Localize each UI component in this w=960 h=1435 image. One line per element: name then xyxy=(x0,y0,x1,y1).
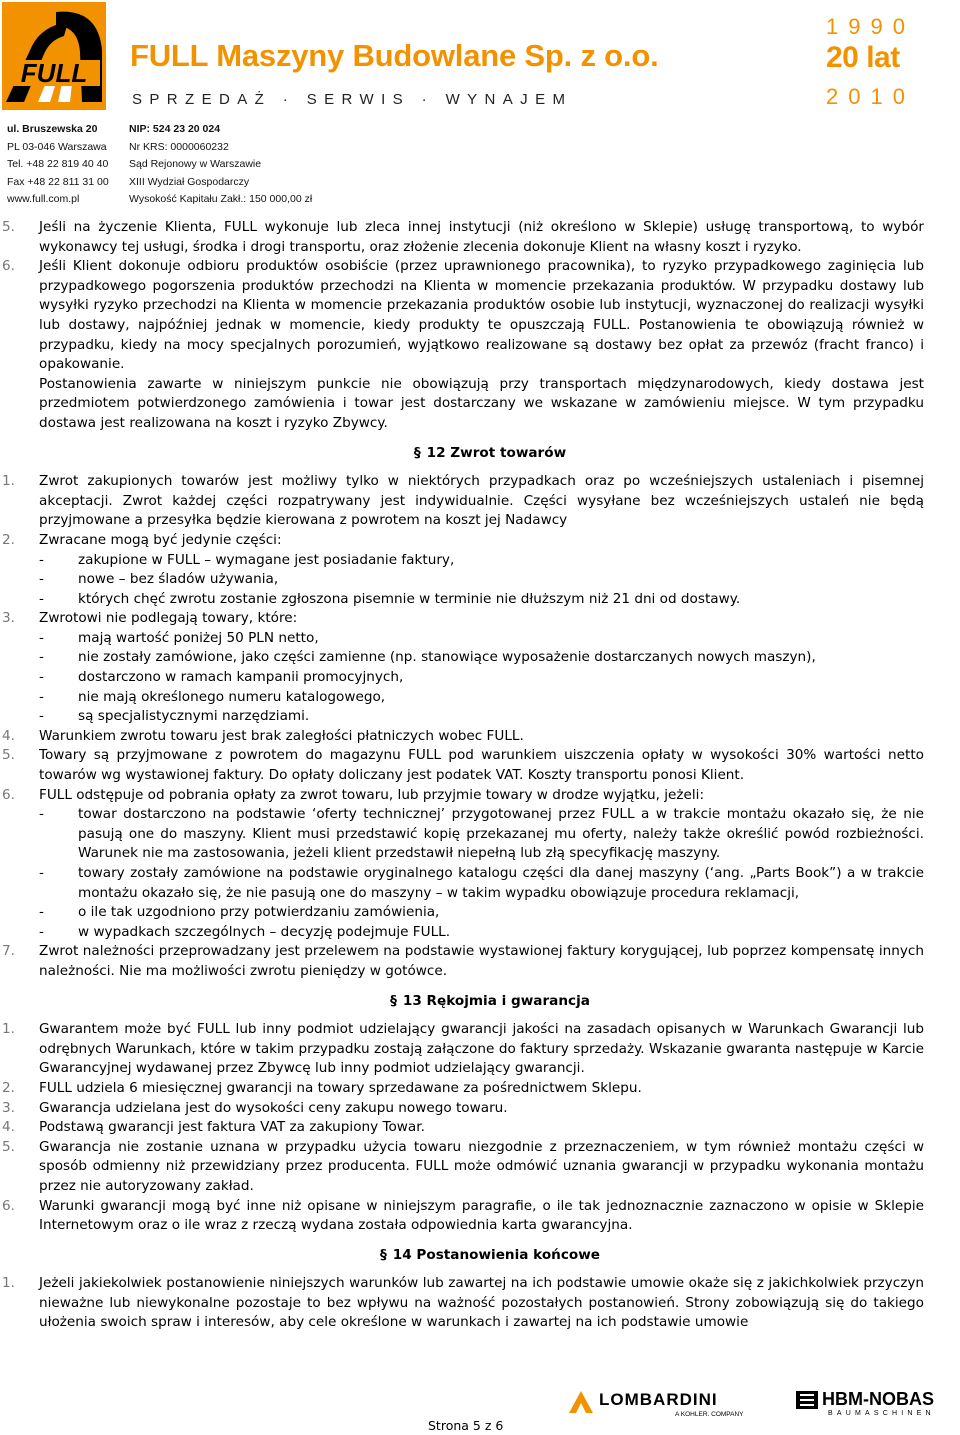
bullet-item: - towar dostarczono na podstawie ‘oferty technicznej’ przygotowanej przez FULL a w trakcie montażu okazało się, że nie pasują one do maszyny. Klient musi przedstawić kopię przekazanej mu oferty, należy także określić powód rozbieżności. Warunek nie ma zastosowania, jeżeli klient przedstawił niepełną lub złą specyfikację maszyny. xyxy=(39,806,924,862)
item-text: FULL odstępuje od pobrania opłaty za zwrot towaru, lub przyjmie towary w drodze wyjątku, jeżeli: xyxy=(39,786,705,803)
bullet-item: - zakupione w FULL – wymagane jest posiadanie faktury, xyxy=(39,551,455,568)
website-link[interactable]: www.full.com.pl xyxy=(7,193,80,206)
item-text: Warunkiem zwrotu towaru jest brak zaległości płatniczych wobec FULL. xyxy=(39,727,524,744)
document-body xyxy=(0,218,960,1333)
section-heading-13 xyxy=(0,992,960,1012)
item-number: 6. xyxy=(2,786,15,803)
bullet-item: - są specjalistycznymi narzędziami. xyxy=(39,708,310,725)
list-item: 1. Gwarantem może być FULL lub inny podmiot udzielający gwarancji jakości na zasadach opisanych w Warunkach Gwarancji lub odrębnych Warunkach, które w takim przypadku zostają załączone do faktury sprzedaży. Wskazanie gwaranta następuje w Karcie Gwarancyjnej wydawanej przez Zbywcę lub inny podmiot udzielający gwarancji. xyxy=(2,1021,924,1077)
list-item xyxy=(0,786,960,806)
anniversary-label: 20 lat xyxy=(826,41,900,74)
list-item xyxy=(0,609,960,629)
list-item xyxy=(0,942,960,981)
section-title: 13 Rękojmia i gwarancja xyxy=(402,992,590,1009)
item-number: 1. xyxy=(2,473,15,490)
list-item xyxy=(0,746,960,785)
bullet-item: - towary zostały zamówione na podstawie oryginalnego katalogu części dla danej maszyny (‘ang. „Parts Book”) a w trakcie montażu okazało się, że nie pasują one do maszyny – w takim wypadku obowiązuje procedura reklamacji, xyxy=(39,865,924,901)
item-number: 3. xyxy=(2,610,15,627)
section-symbol: § xyxy=(390,992,397,1009)
item-text: Zwrot należności przeprowadzany jest przelewem na podstawie wystawionej faktury korygującej, lub poprzez kompensatę innych należności. Nie ma możliwości zwrotu pieniędzy w gotówce. xyxy=(39,943,924,979)
list-item xyxy=(0,472,960,531)
list-item: 6. Warunki gwarancji mogą być inne niż opisane w niniejszym paragrafie, o ile tak jednoznacznie zaznaczono w opisie w Sklepie Internetowym oraz o ile wraz z rzeczą wydana została odpowiednia karta gwarancyjna. xyxy=(2,1197,924,1234)
paragraph-continuation: Postanowienia zawarte w niniejszym punkcie nie obowiązują przy transportach międzynarodowych, kiedy dostawa jest przedmiotem potwierdzonego zamówienia i towar jest dostarczany we wskazane w zamówieniu miejsce. W tym przypadku dostawa jest realizowana na koszt i ryzyko Zbywcy. xyxy=(39,375,924,431)
bullet-item: - nie zostały zamówione, jako części zamienne (np. stanowiące wyposażenie dostarczanych nowych maszyn), xyxy=(39,649,816,666)
item-text: Zwracane mogą być jedynie części: xyxy=(39,531,282,548)
section-title: 14 Postanowienia końcowe xyxy=(392,1246,601,1263)
registry-block xyxy=(129,121,312,209)
krs-number: Nr KRS: 0000060232 xyxy=(129,140,229,153)
section-symbol: § xyxy=(379,1246,387,1263)
svg-text:LOMBARDINI: LOMBARDINI xyxy=(599,1390,718,1409)
item-number: 6. xyxy=(2,258,15,275)
item-text: Zwrot zakupionych towarów jest możliwy tylko w niektórych przypadkach oraz po wcześniejszych ustaleniach i pisemnej akceptacji. Zwrot każdej części rozpatrywany jest indywidualnie. Części wysyłane bez wcześniejszych ustaleń nie będą przyjmowane a przesyłka będzie kierowana z powrotem na koszt jej Nadawcy xyxy=(39,473,924,529)
bullet-item: - mają wartość poniżej 50 PLN netto, xyxy=(39,629,319,646)
bullet-item: - o ile tak uzgodniono przy potwierdzaniu zamówienia, xyxy=(39,904,440,921)
list-item: 2. FULL udziela 6 miesięcznej gwarancji na towary sprzedawane za pośrednictwem Sklepu. xyxy=(2,1079,642,1096)
section-heading-12 xyxy=(0,444,960,464)
item-number: 7. xyxy=(2,943,15,960)
address-street: ul. Bruszewska 20 xyxy=(7,123,98,135)
phone-number: Tel. +48 22 819 40 40 xyxy=(7,158,109,171)
share-capital: Wysokość Kapitału Zakł.: 150 000,00 zł xyxy=(129,193,313,206)
company-name: FULL Maszyny Budowlane Sp. z o.o. xyxy=(130,38,659,73)
lombardini-logo xyxy=(567,1387,752,1419)
list-item xyxy=(0,531,960,551)
item-number: 2. xyxy=(2,531,15,548)
nip-number: NIP: 524 23 20 024 xyxy=(129,123,221,135)
item-text: Jeśli Klient dokonuje odbioru produktów osobiście (przez uprawnionego pracownika), to ryzyko przypadkowego zaginięcia lub przypadkowego pogorszenia produktów przechodzi na Klienta w momencie przekazania produktów. W przypadku dostawy lub wysyłki ryzyko przechodzi na Klienta w momencie przekazania produktów osobie lub instytucji, wyznaczonej do realizacji wysyłki lub dostawy, najpóźniej jednak w momencie, kiedy produkty te opuszczają FULL. Postanowienia te obowiązują również w przypadku, kiedy na mocy specjalnych porozumień, wyjątkowo realizowane są dostawy bez opłat za przewóz (fracht franco) i opakowanie. xyxy=(39,258,924,373)
item-number: 5. xyxy=(2,219,15,235)
section-title: 12 Zwrot towarów xyxy=(426,444,567,461)
page-number: Strona 5 z 6 xyxy=(428,1418,504,1433)
list-item xyxy=(0,257,960,375)
bullet-item: - nowe – bez śladów używania, xyxy=(39,571,279,588)
anniversary-year-end: 2010 xyxy=(826,84,915,109)
item-text: Towary są przyjmowane z powrotem do magazynu FULL pod warunkiem uiszczenia opłaty w wysokości 30% wartości netto towarów wg wystawionej faktury. Do opłaty doliczany jest podatek VAT. Koszty transportu ponosi Klient. xyxy=(39,747,924,784)
svg-text:FULL: FULL xyxy=(20,58,88,88)
section-heading-14 xyxy=(0,1246,960,1266)
svg-text:BAUMASCHINEN: BAUMASCHINEN xyxy=(828,1410,935,1417)
list-item: 1. Jeżeli jakiekolwiek postanowienie niniejszych warunków lub zawartej na ich podstawie umowie okaże się z jakichkolwiek przyczyn nieważne lub niewykonalne pozostaje to bez wpływu na ważność pozostałych postanowień. Strony zobowiązują się do takiego ułożenia swoich spraw i interesów, aby cele określone w warunkach i zawartej na ich podstawie umowie xyxy=(2,1275,924,1331)
item-number: 4. xyxy=(2,727,15,744)
bullet-item: - dostarczono w ramach kampanii promocyjnych, xyxy=(39,669,404,686)
list-item: 4. Podstawą gwarancji jest faktura VAT za zakupiony Towar. xyxy=(2,1119,425,1136)
anniversary-year-start: 1990 xyxy=(826,14,915,39)
section-symbol: § xyxy=(413,444,421,461)
bullet-item: - których chęć zwrotu zostanie zgłoszona pisemnie w terminie nie dłuższym niż 21 dni od dostawy. xyxy=(39,590,741,607)
item-number: 5. xyxy=(2,747,15,764)
svg-text:A KOHLER. COMPANY: A KOHLER. COMPANY xyxy=(675,1411,744,1418)
company-tagline: SPRZEDAŻ · SERWIS · WYNAJEM xyxy=(132,91,573,108)
address-city: PL 03-046 Warszawa xyxy=(7,140,107,153)
fax-number: Fax +48 22 811 31 00 xyxy=(7,175,109,188)
address-block xyxy=(7,121,109,209)
bullet-item: - w wypadkach szczególnych – decyzję podejmuje FULL. xyxy=(39,923,451,940)
list-item xyxy=(0,218,960,257)
item-text: Jeśli na życzenie Klienta, FULL wykonuje lub zleca innej instytucji (niż określono w Sklepie) usługę transportową, to wybór wykonawcy tej usługi, środka i drogi transportu, oraz złożenie zlecenia dokonuje Klient na własny koszt i ryzyko. xyxy=(39,219,924,255)
list-item: 3. Gwarancja udzielana jest do wysokości ceny zakupu nowego towaru. xyxy=(2,1099,508,1116)
svg-text:HBM-NOBAS: HBM-NOBAS xyxy=(822,1389,934,1409)
list-item xyxy=(0,727,960,747)
court-division: XIII Wydział Gospodarczy xyxy=(129,175,250,188)
item-text: Zwrotowi nie podlegają towary, które: xyxy=(39,610,298,627)
full-logo xyxy=(2,2,106,110)
bullet-item: - nie mają określonego numeru katalogowego, xyxy=(39,688,386,705)
hbm-nobas-logo xyxy=(796,1387,958,1417)
court-name: Sąd Rejonowy w Warszawie xyxy=(129,158,262,171)
list-item: 5. Gwarancja nie zostanie uznana w przypadku użycia towaru niezgodnie z przeznaczeniem, w tym również montażu części w sposób odmienny niż przewidziany przez producenta. FULL może odmówić uznania gwarancji w przypadku wykonania montażu przez nie autoryzowany zakład. xyxy=(2,1138,924,1194)
